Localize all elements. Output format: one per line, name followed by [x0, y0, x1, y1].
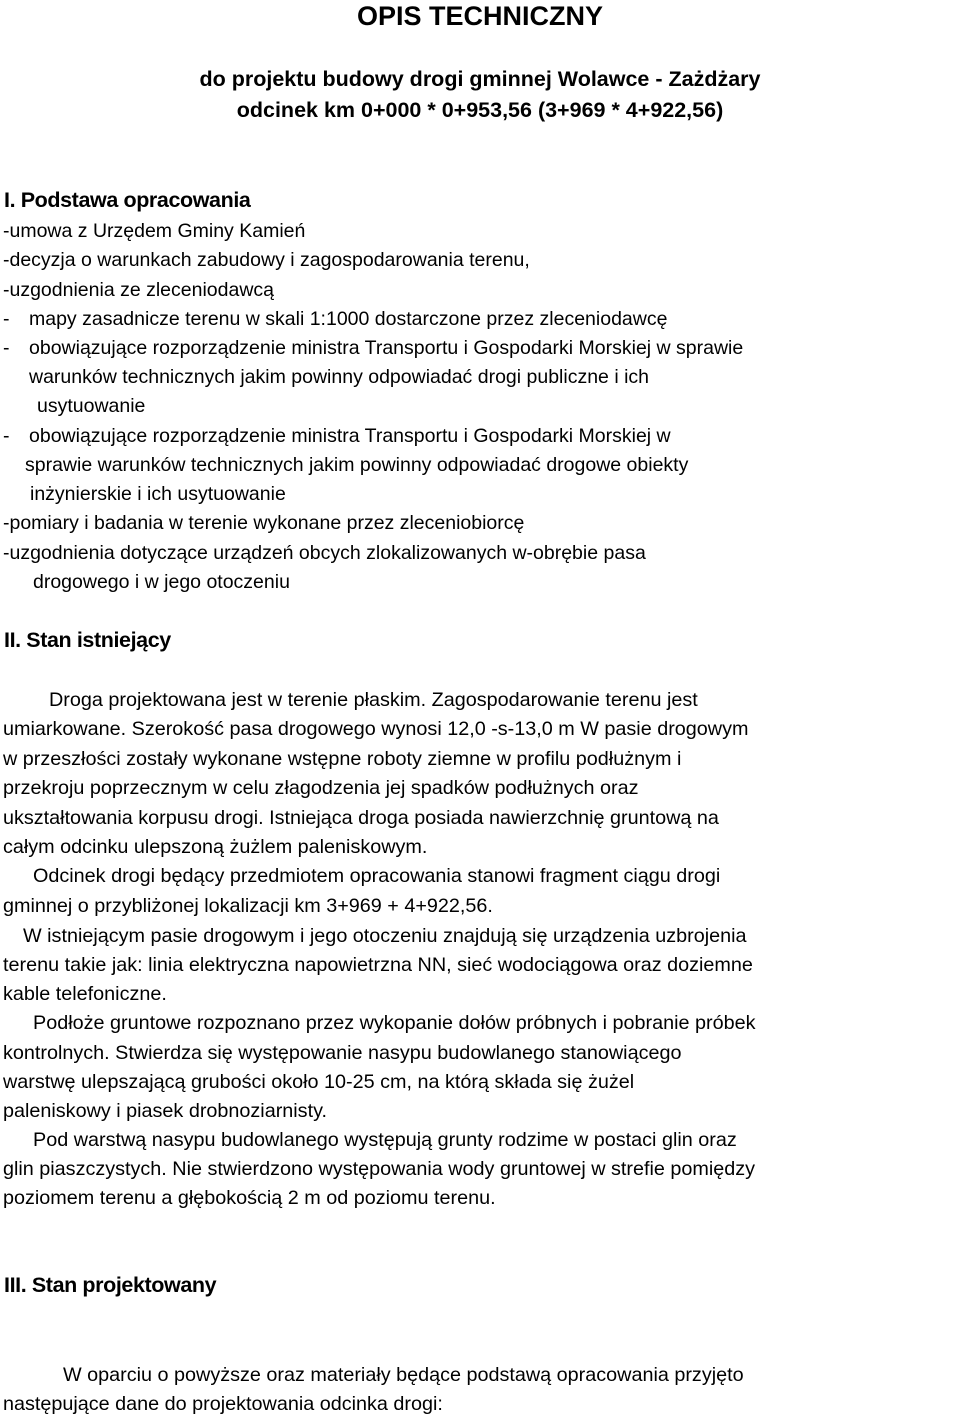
document-subtitle-line-1: do projektu budowy drogi gminnej Wolawce - Zażdżary [199, 67, 761, 91]
existing-state-paragraph-line: ukształtowania korpusu drogi. Istniejąca droga posiada nawierzchnię gruntową na [3, 807, 719, 829]
basis-item-regulation-structures-line: sprawie warunków technicznych jakim powinny odpowiadać drogowe obiekty [25, 454, 689, 476]
bullet-dash: - [3, 308, 10, 330]
bullet-dash: - [3, 425, 10, 447]
existing-state-paragraph-line: terenu takie jak: linia elektryczna napowietrzna NN, sieć wodociągowa oraz doziemne [3, 954, 753, 976]
basis-item-agreements-client: -uzgodnienia ze zleceniodawcą [3, 279, 275, 301]
section-2-heading: II. Stan istniejący [4, 628, 171, 652]
basis-item-regulation-roads-line: obowiązujące rozporządzenie ministra Transportu i Gospodarki Morskiej w sprawie [29, 337, 744, 359]
existing-state-paragraph-line: kontrolnych. Stwierdza się występowanie nasypu budowlanego stanowiącego [3, 1042, 682, 1064]
existing-state-paragraph-line: w przeszłości zostały wykonane wstępne roboty ziemne w profilu podłużnym i [3, 748, 682, 770]
basis-item-regulation-roads-line: warunków technicznych jakim powinny odpowiadać drogi publiczne i ich [29, 366, 649, 388]
existing-state-paragraph-line: Podłoże gruntowe rozpoznano przez wykopanie dołów próbnych i pobranie próbek [33, 1012, 756, 1034]
section-3-heading: III. Stan projektowany [4, 1273, 217, 1297]
existing-state-paragraph-line: gminnej o przybliżonej lokalizacji km 3+969 + 4+922,56. [3, 895, 493, 917]
existing-state-paragraph-line: przekroju poprzecznym w celu złagodzenia jej spadków podłużnych oraz [3, 777, 639, 799]
existing-state-paragraph-line: umiarkowane. Szerokość pasa drogowego wynosi 12,0 -s-13,0 m W pasie drogowym [3, 718, 749, 740]
designed-state-paragraph-line: następujące dane do projektowania odcinka drogi: [3, 1393, 443, 1415]
basis-item-contract: -umowa z Urzędem Gminy Kamień [3, 220, 306, 242]
basis-item-maps: mapy zasadnicze terenu w skali 1:1000 dostarczone przez zleceniodawcę [29, 308, 668, 330]
basis-item-decision: -decyzja o warunkach zabudowy i zagospodarowania terenu, [3, 249, 530, 271]
existing-state-paragraph-line: glin piaszczystych. Nie stwierdzono występowania wody gruntowej w strefie pomiędzy [3, 1158, 756, 1180]
existing-state-paragraph-line: W istniejącym pasie drogowym i jego otoczeniu znajdują się urządzenia uzbrojenia [23, 925, 747, 947]
section-1-heading: I. Podstawa opracowania [4, 188, 251, 212]
document-subtitle-line-2: odcinek km 0+000 * 0+953,56 (3+969 * 4+922,56) [236, 98, 724, 122]
existing-state-paragraph-line: Droga projektowana jest w terenie płaskim. Zagospodarowanie terenu jest [49, 689, 698, 711]
designed-state-paragraph-line: W oparciu o powyższe oraz materiały będące podstawą opracowania przyjęto [63, 1364, 744, 1386]
existing-state-paragraph-line: Pod warstwą nasypu budowlanego występują grunty rodzime w postaci glin oraz [33, 1129, 737, 1151]
existing-state-paragraph-line: warstwę ulepszającą grubości około 10-25 cm, na którą składa się żużel [3, 1071, 635, 1093]
basis-item-regulation-structures-line: inżynierskie i ich usytuowanie [30, 483, 286, 505]
existing-state-paragraph-line: poziomem terenu a głębokością 2 m od poziomu terenu. [3, 1187, 496, 1209]
basis-item-measurements: -pomiary i badania w terenie wykonane przez zleceniobiorcę [3, 512, 525, 534]
existing-state-paragraph-line: Odcinek drogi będący przedmiotem opracowania stanowi fragment ciągu drogi [33, 865, 721, 887]
existing-state-paragraph-line: kable telefoniczne. [3, 983, 167, 1005]
basis-item-regulation-structures-line: obowiązujące rozporządzenie ministra Transportu i Gospodarki Morskiej w [29, 425, 671, 447]
document-title: OPIS TECHNICZNY [356, 1, 604, 31]
existing-state-paragraph-line: paleniskowy i piasek drobnoziarnisty. [3, 1100, 327, 1122]
basis-item-regulation-roads-line: usytuowanie [37, 395, 146, 417]
bullet-dash: - [3, 337, 10, 359]
basis-item-utilities-agreements: -uzgodnienia dotyczące urządzeń obcych zlokalizowanych w-obrębie pasa [3, 542, 646, 564]
existing-state-paragraph-line: całym odcinku ulepszoną żużlem paleniskowym. [3, 836, 428, 858]
basis-item-utilities-agreements: drogowego i w jego otoczeniu [33, 571, 290, 593]
